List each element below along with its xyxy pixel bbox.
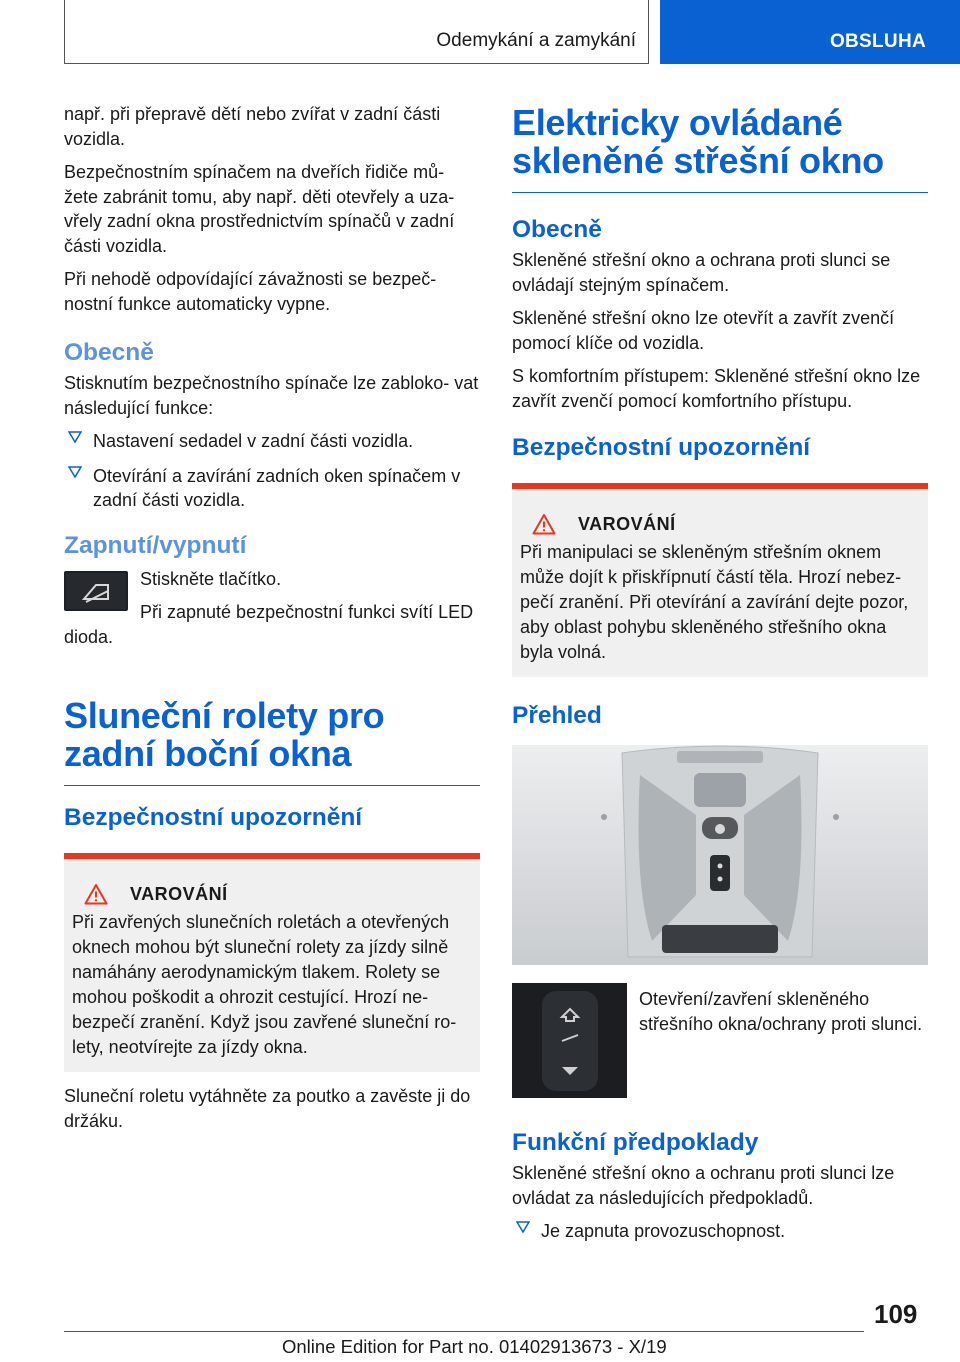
switch-block (64, 567, 480, 650)
page-number: 109 (874, 1299, 918, 1329)
overhead-console-illustration (512, 745, 928, 965)
section-title-blinds: Sluneční rolety pro zadní boční okna (64, 695, 385, 774)
section-title-roof: Elektricky ovládané skleněné střešní okno (512, 102, 884, 181)
roof-switch-image (512, 983, 627, 1098)
heading-overview: Přehled (512, 702, 602, 729)
list-item-text: Otevírání a zavírání zadních oken spínačem v zadní části vozidla. (93, 465, 461, 510)
edition-note: Online Edition for Part no. 01402913673 - X/19 (282, 1336, 667, 1357)
footer-divider (64, 1331, 864, 1332)
warning-header (84, 883, 472, 905)
heading-conditions: Funkční předpoklady (512, 1129, 759, 1156)
triangle-bullet-icon (68, 465, 82, 479)
roof-console-image (512, 745, 928, 965)
paragraph: S komfortním přístupem: Skleněné střešní okno lze zavřít zvenčí pomocí komfortního přístupu. (512, 366, 921, 411)
roof-switch-icon (512, 983, 627, 1098)
header-chapter-tab (660, 0, 960, 64)
bullet-list (512, 1219, 928, 1244)
header-chapter-title: OBSLUHA (829, 31, 926, 52)
image-caption: Otevření/zavření skleněného střešního okna/ochrany proti slunci. (639, 989, 923, 1034)
heading-safety: Bezpečnostní upozornění (512, 434, 811, 461)
switch-detail-row (512, 983, 928, 1098)
warning-title: VAROVÁNÍ (130, 883, 228, 904)
list-item-text: Je zapnuta provozuschopnost. (541, 1221, 786, 1241)
paragraph: např. při přepravě dětí nebo zvířat v zadní části vozidla. (64, 104, 441, 149)
triangle-bullet-icon (516, 1220, 530, 1234)
heading-safety: Bezpečnostní upozornění (64, 804, 363, 831)
paragraph: Skleněné střešní okno a ochrana proti slunci se ovládají stejným spínačem. (512, 250, 891, 295)
section-divider (64, 785, 480, 786)
bullet-list (64, 429, 480, 513)
warning-text: Při manipulaci se skleněným střešním oknem může dojít k přiskřípnutí částí těla. Hrozí nebez‐ pečí zranění. Při otevírání a zavírání dejte pozor, aby oblast pohybu skleněného střešního okna byla volná. (520, 542, 909, 662)
paragraph: Skleněné střešní okno a ochranu proti slunci lze ovládat za následujících předpokladů. (512, 1163, 895, 1208)
paragraph: Sluneční roletu vytáhněte za poutko a zavěste ji do držáku. (64, 1086, 471, 1131)
warning-header (532, 513, 920, 535)
section-divider (512, 192, 928, 193)
paragraph: Stiskněte tlačítko. (140, 568, 282, 589)
list-item (512, 1219, 928, 1244)
window-lock-icon (64, 571, 128, 611)
warning-box (64, 853, 480, 1072)
warning-text: Při zavřených slunečních roletách a otevřených oknech mohou být sluneční rolety za jízdy silně namáhány aerodynamickým tlakem. Rolety se mohou poškodit a ohrozit cestující. Hrozí ne‐ bezpečí zranění. Když jsou zavřené sluneční ro‐ lety, neotvírejte za jízdy okna. (72, 912, 457, 1057)
warning-triangle-icon (84, 883, 108, 905)
heading-general: Obecně (512, 216, 602, 243)
paragraph: Při nehodě odpovídající závažnosti se bezpeč‐ nostní funkce automaticky vypne. (64, 269, 437, 314)
header-section-title: Odemykání a zamykání (436, 30, 636, 51)
heading-on-off: Zapnutí/vypnutí (64, 531, 247, 559)
onoff-text: Při zapnuté bezpečnostní funkci svítí LED dioda. (64, 602, 474, 647)
triangle-bullet-icon (68, 430, 82, 444)
paragraph: Bezpečnostním spínačem na dveřích řidiče mů‐ žete zabránit tomu, aby např. děti otevřely a uza‐ vřely zadní okna prostřednictvím spínačů v zadní části vozidla. (64, 162, 455, 256)
list-item-text: Nastavení sedadel v zadní části vozidla. (93, 431, 414, 451)
header-section-tab (64, 0, 649, 64)
warning-title: VAROVÁNÍ (578, 513, 676, 534)
right-column (512, 102, 928, 1254)
paragraph: Stisknutím bezpečnostního spínače lze zabloko‐ vat následující funkce: (64, 373, 479, 418)
heading-general: Obecně (64, 339, 154, 366)
list-item (64, 429, 480, 454)
safety-switch-image (64, 571, 128, 611)
paragraph: Skleněné střešní okno lze otevřít a zavřít zvenčí pomocí klíče od vozidla. (512, 308, 895, 353)
list-item (64, 464, 480, 513)
left-column (64, 102, 480, 1142)
warning-triangle-icon (532, 513, 556, 535)
warning-box (512, 483, 928, 677)
